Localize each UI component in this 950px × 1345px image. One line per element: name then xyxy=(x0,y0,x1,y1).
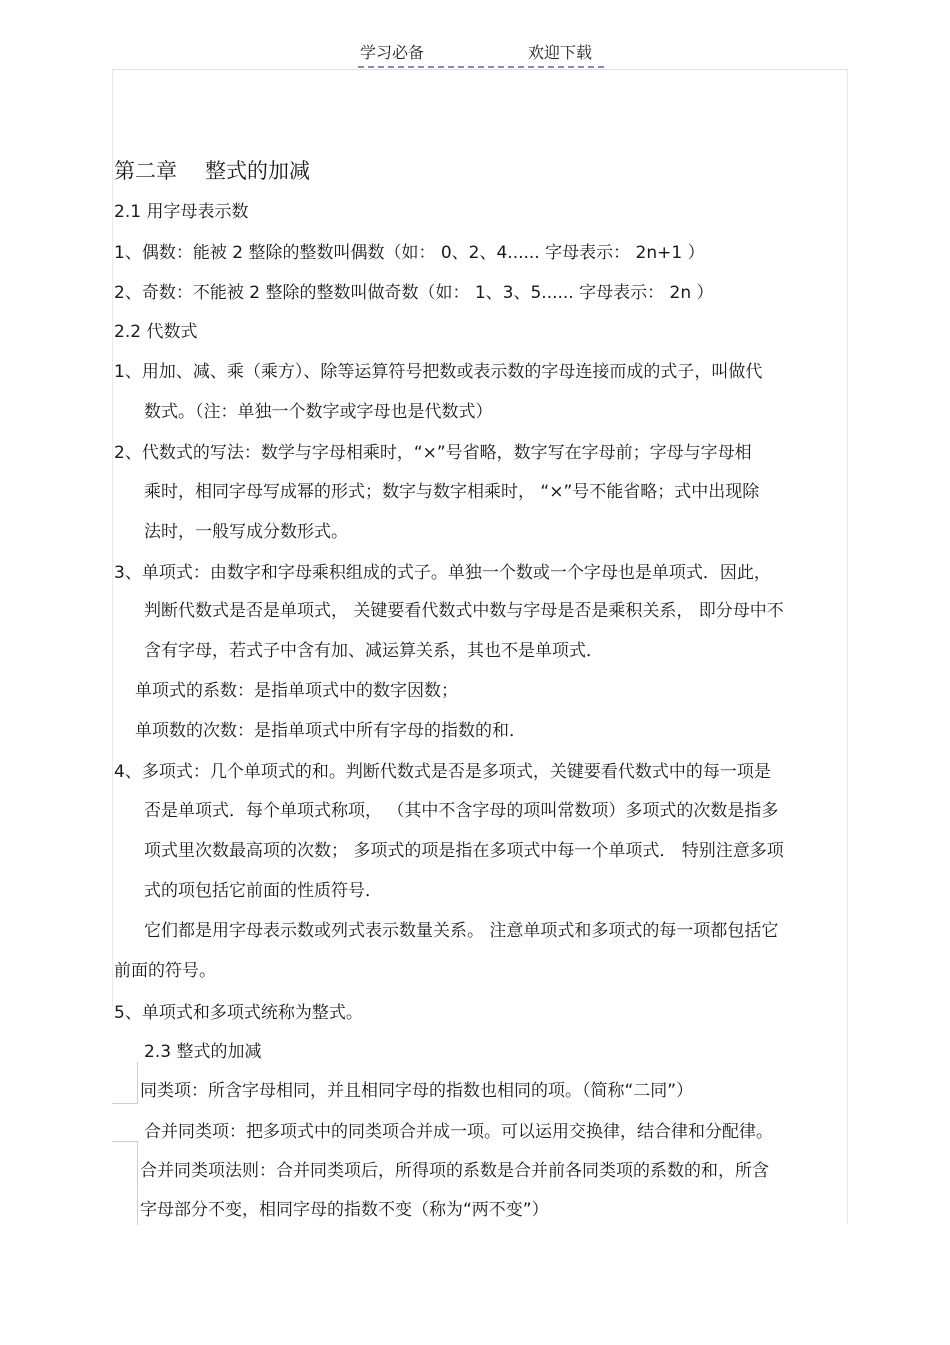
paragraph-line: 单项式的系数：是指单项式中的数字因数； xyxy=(135,681,458,701)
paragraph-line: 合并同类项：把多项式中的同类项合并成一项。可以运用交换律，结合律和分配律。 xyxy=(144,1122,773,1142)
right-border xyxy=(847,69,848,1224)
section-title: 2.2 代数式 xyxy=(114,322,198,342)
frame-line xyxy=(137,1141,138,1225)
paragraph-line: 同类项：所含字母相同，并且相同字母的指数也相同的项。（简称“二同”） xyxy=(140,1081,694,1101)
paragraph-line: 合并同类项法则：合并同类项后，所得项的系数是合并前各同类项的系数的和，所含 xyxy=(140,1161,769,1181)
paragraph-line: 字母部分不变，相同字母的指数不变（称为“两不变”） xyxy=(140,1200,549,1220)
paragraph-line: 2、奇数：不能被 2 整除的整数叫做奇数（如： 1、3、5...... 字母表示： 2n ） xyxy=(114,283,714,303)
paragraph-line: 4、多项式：几个单项式的和。判断代数式是否是多项式，关键要看代数式中的每一项是 xyxy=(114,762,771,782)
paragraph-line: 1、用加、减、乘（乘方）、除等运算符号把数或表示数的字母连接而成的式子，叫做代 xyxy=(114,362,763,382)
paragraph-line: 式的项包括它前面的性质符号． xyxy=(144,881,382,901)
page-header xyxy=(358,40,604,68)
frame-line xyxy=(112,1141,138,1142)
paragraph-line: 判断代数式是否是单项式， 关键要看代数式中数与字母是否是乘积关系， 即分母中不 xyxy=(144,601,784,621)
paragraph-line: 单项数的次数：是指单项式中所有字母的指数的和． xyxy=(135,721,526,741)
paragraph-line: 乘时，相同字母写成幂的形式；数字与数字相乘时， “×”号不能省略；式中出现除 xyxy=(144,482,760,502)
chapter-title: 整式的加减 xyxy=(205,159,310,183)
paragraph-line: 2、代数式的写法：数学与字母相乘时，“×”号省略，数字写在字母前；字母与字母相 xyxy=(114,443,752,463)
paragraph-line: 3、单项式：由数字和字母乘积组成的式子。单独一个数或一个字母也是单项式．因此， xyxy=(114,563,771,583)
paragraph-line: 5、单项式和多项式统称为整式。 xyxy=(114,1003,363,1023)
chapter-number: 第二章 xyxy=(114,159,177,183)
top-border xyxy=(112,69,848,70)
paragraph-line: 它们都是用字母表示数或列式表示数量关系。 注意单项式和多项式的每一项都包括它 xyxy=(144,921,779,941)
header-right-text: 欢迎下载 xyxy=(528,43,593,62)
paragraph-line: 1、偶数：能被 2 整除的整数叫偶数（如： 0、2、4...... 字母表示： 2n+1 ） xyxy=(114,243,705,263)
paragraph-line: 法时，一般写成分数形式。 xyxy=(144,522,348,542)
paragraph-line: 否是单项式．每个单项式称项， （其中不含字母的项叫常数项）多项式的次数是指多 xyxy=(144,801,779,821)
paragraph-line: 含有字母，若式子中含有加、减运算关系，其也不是单项式． xyxy=(144,641,603,661)
left-border xyxy=(112,69,113,1007)
paragraph-line: 项式里次数最高项的次数； 多项式的项是指在多项式中每一个单项式． 特别注意多项 xyxy=(144,841,784,861)
paragraph-line: 前面的符号。 xyxy=(114,961,216,981)
section-title: 2.1 用字母表示数 xyxy=(114,202,249,222)
paragraph-line: 数式。（注：单独一个数字或字母也是代数式） xyxy=(144,402,493,422)
frame-line xyxy=(137,1062,138,1104)
section-title: 2.3 整式的加减 xyxy=(144,1042,262,1062)
header-left-text: 学习必备 xyxy=(360,43,425,62)
frame-line xyxy=(112,1103,138,1104)
